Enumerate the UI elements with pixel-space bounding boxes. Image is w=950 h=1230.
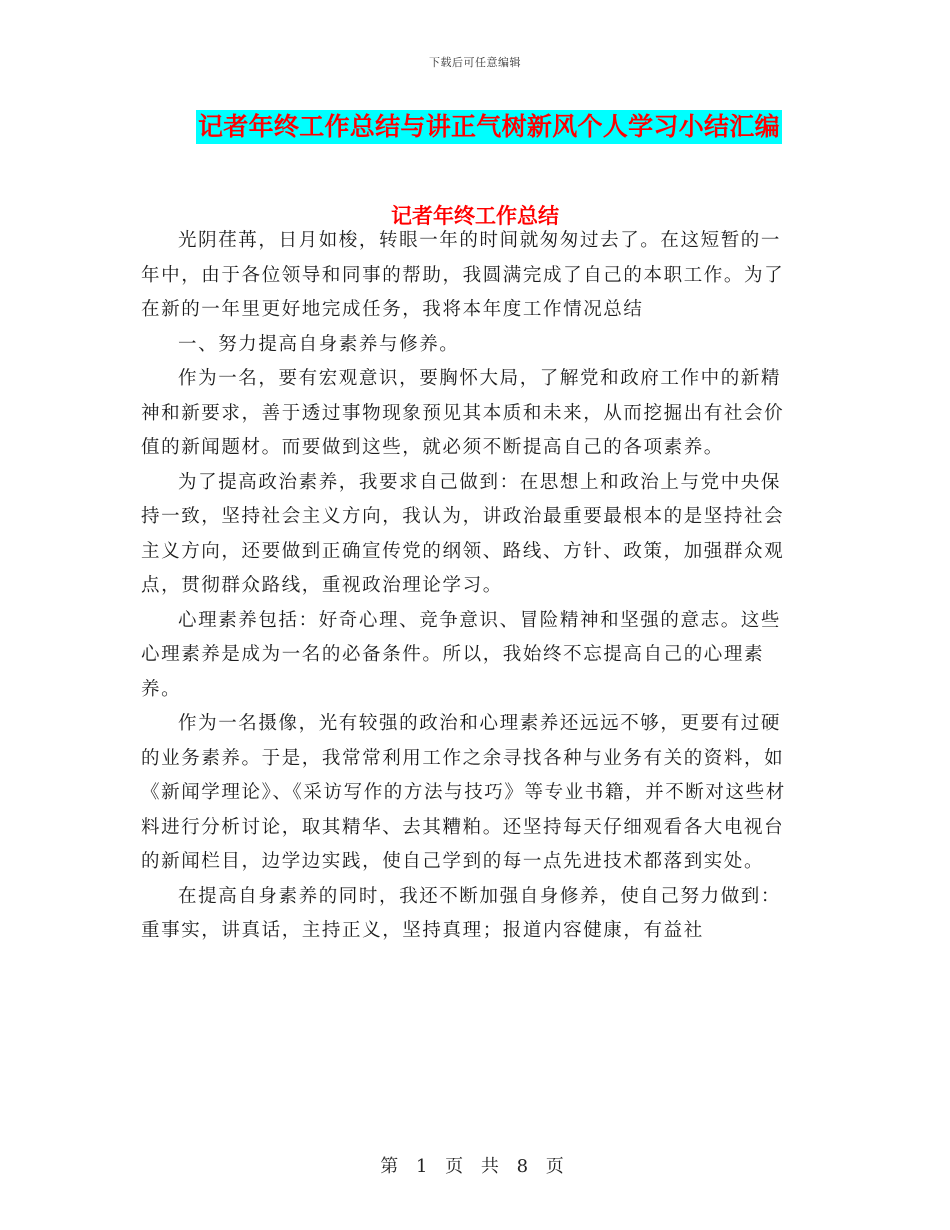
- paragraph-intro: 光阴荏苒，日月如梭，转眼一年的时间就匆匆过去了。在这短暂的一年中，由于各位领导和同事的帮助，我圆满完成了自己的本职工作。为了在新的一年里更好地完成任务，我将本年度工作情况总结: [141, 230, 785, 320]
- paragraph-political-literacy: 为了提高政治素养，我要求自己做到：在思想上和政治上与党中央保持一致，坚持社会主义方向，我认为，讲政治最重要最根本的是坚持社会主义方向，还要做到正确宣传党的纲领、路线、方针、政策，加强群众观点，贯彻群众路线，重视政治理论学习。: [141, 471, 785, 596]
- page-number-footer: 第 1 页 共 8 页: [380, 1156, 570, 1177]
- paragraph-heading-1: 一、努力提高自身素养与修养。: [178, 333, 460, 355]
- paragraph-self-cultivation: 在提高自身素养的同时，我还不断加强自身修养，使自己努力做到：重事实，讲真话，主持正义，坚持真理；报道内容健康，有益社: [141, 885, 782, 941]
- section-title: 记者年终工作总结: [391, 203, 559, 228]
- paragraph-professional-literacy: 作为一名摄像，光有较强的政治和心理素养还远远不够，更要有过硬的业务素养。于是，我常常利用工作之余寻找各种与业务有关的资料，如《新闻学理论》、《采访写作的方法与技巧》等专业书籍，并不断对这些材料进行分析讨论，取其精华、去其糟粕。还坚持每天仔细观看各大电视台的新闻栏目，边学边实践，使自己学到的每一点先进技术都落到实处。: [141, 713, 786, 872]
- paragraph-macro-awareness: 作为一名，要有宏观意识，要胸怀大局，了解党和政府工作中的新精神和新要求，善于透过事物现象预见其本质和未来，从而挖掘出有社会价值的新闻题材。而要做到这些，就必须不断提高自己的各项素养。: [141, 368, 785, 458]
- paragraph-psychological-literacy: 心理素养包括：好奇心理、竞争意识、冒险精神和坚强的意志。这些心理素养是成为一名的必备条件。所以，我始终不忘提高自己的心理素养。: [141, 609, 782, 700]
- page-header-note: 下载后可任意编辑: [429, 56, 521, 69]
- document-main-title: 记者年终工作总结与讲正气树新风个人学习小结汇编: [196, 110, 782, 144]
- document-body: [141, 224, 801, 949]
